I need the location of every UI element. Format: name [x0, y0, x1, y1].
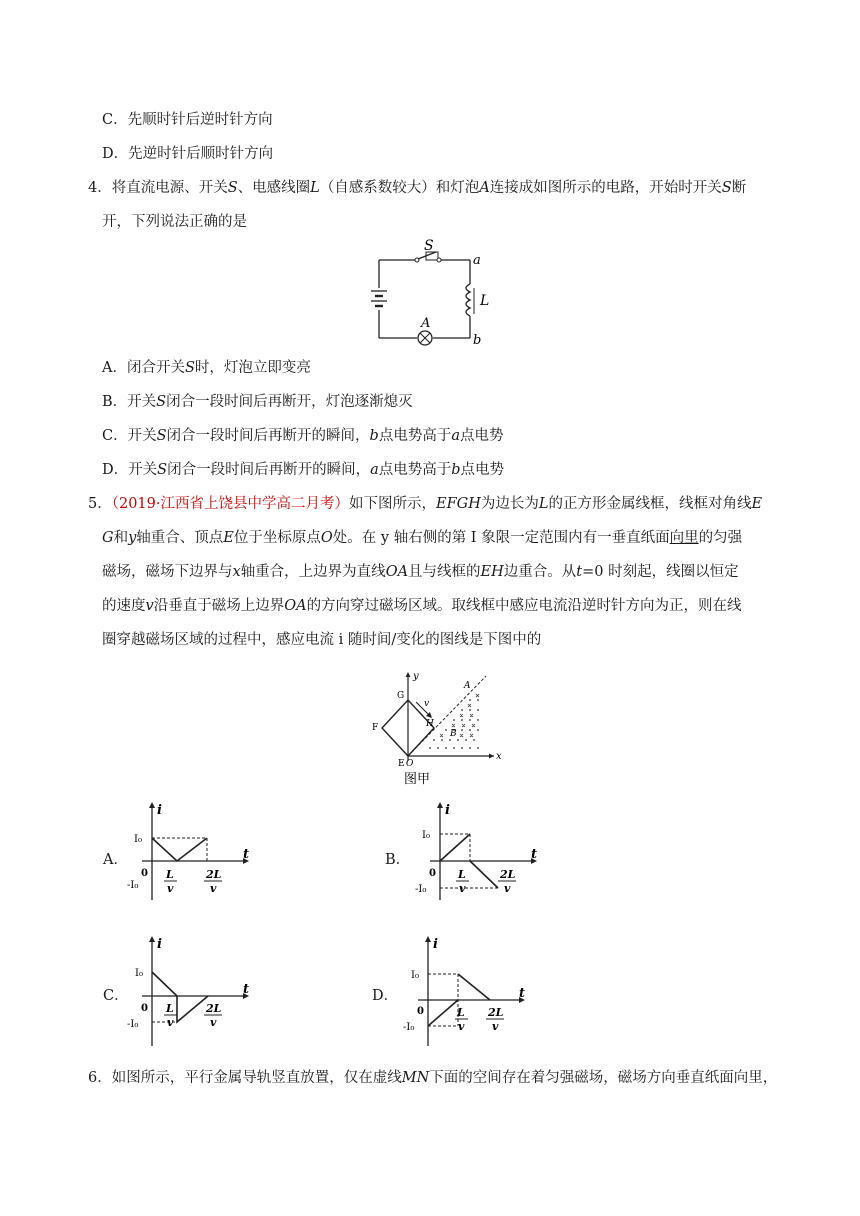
q5-var: OA: [284, 598, 307, 614]
q5-stem-line2: [102, 528, 742, 548]
q5-text: 的方向穿过磁场区域。取线框中感应电流沿逆时针方向为正，则在线: [306, 598, 742, 614]
label-x: x: [496, 751, 502, 762]
label-h: H: [426, 719, 434, 729]
q4-d-var: S: [157, 462, 168, 478]
q5-stem-line4: [102, 596, 742, 616]
q4-b-text: 闭合一段时间后再断开，灯泡逐渐熄灭: [166, 394, 413, 410]
q4-option-a: [102, 358, 311, 378]
q4-a-var: S: [184, 360, 195, 376]
tick-l: L: [457, 1006, 465, 1019]
axis-t: t: [531, 847, 538, 862]
tick-v: v: [167, 1016, 174, 1029]
q4-c-text: C．开关: [102, 428, 157, 444]
q5-stem-line1: [88, 494, 762, 514]
graph-b-curve-2: [470, 861, 498, 888]
label-neg-i0: -I₀: [127, 1019, 139, 1030]
q4-c-text: 点电势: [460, 428, 504, 444]
q5-text: 为边长为: [480, 496, 539, 512]
label-neg-i0: -I₀: [403, 1022, 415, 1033]
graph-b: [410, 800, 550, 910]
q3-option-c: C．先顺时针后逆时针方向: [102, 112, 273, 128]
q4-c-var: S: [156, 428, 167, 444]
q4-text: 将直流电源、开关: [111, 180, 228, 196]
q4-text: 断: [731, 180, 747, 196]
label-zero: 0: [417, 1006, 424, 1017]
tick-v: v: [458, 1020, 465, 1033]
q5-text: 的匀强: [698, 530, 743, 546]
axis-i: i: [157, 803, 162, 818]
label-v: v: [424, 699, 430, 709]
tick-l: L: [166, 868, 174, 881]
circuit-diagram: [360, 236, 500, 348]
q5-underlined: 向里: [669, 530, 699, 546]
q5-text: 且与线框的: [408, 564, 481, 580]
q4-text: 连接成如图所示的电路，开始时开关: [489, 180, 722, 196]
q4-var: S: [721, 180, 732, 196]
tick-v: v: [459, 882, 466, 895]
label-neg-i0: -I₀: [127, 880, 139, 891]
q5-text: 边重合。从: [503, 564, 577, 580]
q4-option-c: [102, 426, 504, 446]
q6-stem-line1: [88, 1068, 777, 1088]
q5-text: =0 时刻起，线圈以恒定: [582, 564, 739, 580]
q6-number: 6．: [88, 1070, 112, 1086]
q5-text: 的速度: [102, 598, 146, 614]
tick-v: v: [210, 1016, 217, 1029]
q4-d-text: 点电势高于: [378, 462, 452, 478]
q5-stem-line3: [102, 562, 739, 582]
lamp-symbol: [418, 331, 432, 345]
q5-var: OA: [385, 564, 409, 580]
q5-var: v: [145, 598, 154, 614]
q5-text: 处。在 y 轴右侧的第 I 象限一定范围内有一垂直纸面: [332, 530, 670, 546]
label-neg-i0: -I₀: [415, 884, 427, 895]
battery-symbol: [371, 291, 387, 306]
graph-a-curve: [152, 838, 207, 861]
q4-option-b: [102, 392, 413, 412]
q4-number: 4．: [88, 180, 112, 196]
label-s: S: [424, 238, 434, 254]
q5-stem-line5: 圈穿越磁场区域的过程中，感应电流 i 随时间/变化的图线是下图中的: [102, 632, 542, 648]
axis-t: t: [519, 986, 526, 1001]
label-o: O: [406, 759, 414, 769]
label-lamp-a: A: [421, 316, 431, 331]
q4-c-var: b: [369, 428, 379, 444]
q3-option-d: D．先逆时针后顺时针方向: [102, 146, 274, 162]
tick-2l: 2L: [206, 868, 222, 881]
q5-var: y: [128, 530, 137, 546]
label-zero: 0: [141, 1003, 148, 1014]
q4-b-text: B．开关: [102, 394, 157, 410]
q5-text: 和: [113, 530, 129, 546]
label-f: F: [372, 723, 379, 733]
q5-var: L: [538, 496, 549, 512]
q4-c-var: a: [451, 428, 460, 444]
q4-stem-line1: [88, 178, 746, 198]
q4-var: S: [227, 180, 238, 196]
q5-text: 轴重合、顶点: [136, 530, 224, 546]
q5-source: （2019·江西省上饶县中学高二月考）: [111, 496, 349, 512]
q5-text: 位于坐标原点: [233, 530, 321, 546]
tick-v: v: [504, 882, 511, 895]
label-i0: I₀: [411, 970, 419, 981]
label-y: y: [413, 671, 419, 682]
option-d-label: D．: [372, 988, 399, 1004]
graph-c: [122, 934, 262, 1054]
graph-b-curve: [440, 834, 470, 861]
q5-text: 如下图所示，: [349, 496, 436, 512]
label-a-node: a: [473, 253, 481, 268]
q4-c-text: 闭合一段时间后再断开的瞬间，: [166, 428, 370, 444]
q4-a-text: A．闭合开关: [102, 360, 185, 376]
q4-d-text: 闭合一段时间后再断开的瞬间，: [167, 462, 371, 478]
magnetic-field-region: [429, 699, 479, 749]
label-b: B: [450, 729, 457, 739]
q5-var: EFGH: [436, 496, 481, 512]
graph-c-curve: [152, 972, 208, 1022]
tick-2l: 2L: [488, 1006, 504, 1019]
tick-2l: 2L: [206, 1002, 222, 1015]
option-c-label: C．: [103, 988, 129, 1004]
label-g: G: [397, 691, 405, 701]
q6-text: 如图所示，平行金属导轨竖直放置，仅在虚线: [111, 1070, 402, 1086]
tick-v: v: [492, 1020, 499, 1033]
label-i0: I₀: [135, 968, 143, 979]
q5-var: E: [223, 530, 234, 546]
axis-t: t: [243, 982, 250, 997]
q6-var: MN: [401, 1070, 430, 1086]
tick-v: v: [210, 882, 217, 895]
graph-a: [122, 800, 262, 910]
figure-caption: 图甲: [404, 772, 431, 787]
label-b-node: b: [473, 333, 482, 348]
axis-i: i: [433, 937, 438, 952]
figure-jia: [360, 666, 510, 796]
q4-b-var: S: [156, 394, 167, 410]
tick-l: L: [166, 1002, 174, 1015]
graph-d-curve: [428, 1000, 458, 1026]
label-e: E: [398, 759, 405, 769]
axis-i: i: [445, 803, 450, 818]
axis-i: i: [157, 937, 162, 952]
tick-l: L: [458, 868, 466, 881]
graph-d: [398, 934, 538, 1054]
q4-a-text: 时，灯泡立即变亮: [194, 360, 311, 376]
q5-number: 5．: [88, 496, 112, 512]
q4-d-var: a: [370, 462, 379, 478]
q4-var: A: [479, 180, 490, 196]
q4-var: L: [310, 180, 320, 196]
q5-var: t: [576, 564, 583, 580]
q4-d-var: b: [451, 462, 461, 478]
option-a-label: A．: [103, 852, 128, 868]
q5-text: 轴重合，上边界为直线: [240, 564, 386, 580]
q4-option-d: [102, 460, 504, 480]
q4-d-text: 点电势: [460, 462, 505, 478]
q5-text: 磁场，磁场下边界与: [102, 564, 233, 580]
graph-d-curve-2: [458, 974, 490, 1000]
q4-d-text: D．开关: [102, 462, 158, 478]
q5-var: E: [751, 496, 763, 512]
label-zero: 0: [141, 868, 148, 879]
inductor-coil: [466, 284, 470, 316]
label-a: A: [464, 681, 471, 691]
tick-2l: 2L: [500, 868, 516, 881]
q4-text: （自感系数较大）和灯泡: [319, 180, 480, 196]
q5-text: 沿垂直于磁场上边界: [153, 598, 285, 614]
tick-v: v: [167, 882, 174, 895]
option-b-label: B．: [385, 852, 411, 868]
q5-var: EH: [480, 564, 504, 580]
q5-var: O: [320, 530, 333, 546]
label-i0: I₀: [422, 830, 430, 841]
q6-text: 下面的空间存在着匀强磁场，磁场方向垂直纸面向里，: [429, 1070, 778, 1086]
label-zero: 0: [429, 868, 436, 879]
q4-c-text: 点电势高于: [378, 428, 452, 444]
label-i0: I₀: [134, 834, 142, 845]
q5-var: x: [232, 564, 241, 580]
label-l: L: [480, 293, 490, 309]
q5-var: G: [102, 530, 114, 546]
q5-text: 的正方形金属线框，线框对角线: [548, 496, 752, 512]
q4-stem-line2: 开，下列说法正确的是: [102, 214, 247, 230]
q4-text: 、电感线圈: [237, 180, 311, 196]
axis-t: t: [243, 847, 250, 862]
